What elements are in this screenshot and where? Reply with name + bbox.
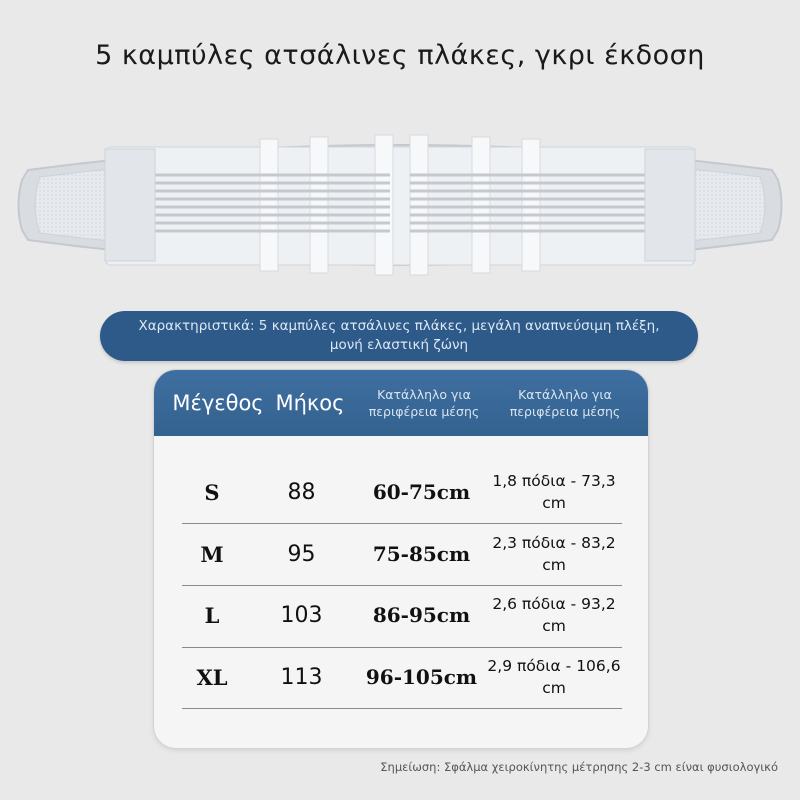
features-banner bbox=[100, 311, 698, 361]
size-cell: XL bbox=[196, 664, 228, 690]
row-divider bbox=[182, 708, 622, 709]
fit-cm-cell: 60-75cm bbox=[372, 480, 471, 504]
length-cell: 95 bbox=[287, 541, 316, 567]
table-row bbox=[154, 647, 648, 707]
size-cell: S bbox=[204, 479, 220, 505]
size-cell: M bbox=[200, 541, 224, 567]
fit-ft-cell: 2,3 πόδια - 83,2 cm bbox=[492, 534, 616, 574]
table-header bbox=[154, 370, 648, 436]
fit-ft-cell: 1,8 πόδια - 73,3 cm bbox=[492, 472, 616, 512]
fit-cm-cell: 86-95cm bbox=[372, 603, 471, 627]
size-cell: L bbox=[204, 602, 220, 628]
size-table bbox=[154, 370, 648, 748]
header-length: Μήκος bbox=[275, 391, 345, 415]
table-row bbox=[154, 585, 648, 645]
header-size: Μέγεθος bbox=[172, 391, 264, 415]
fit-cm-cell: 75-85cm bbox=[372, 542, 471, 566]
length-cell: 88 bbox=[287, 479, 316, 505]
belt-illustration bbox=[10, 125, 790, 285]
header-fit-cm: Κατάλληλο για περιφέρεια μέσης bbox=[368, 387, 480, 419]
measurement-note: Σημείωση: Σφάλμα χειροκίνητης μέτρησης 2-3 cm είναι φυσιολογικό bbox=[380, 760, 778, 774]
fit-ft-cell: 2,6 πόδια - 93,2 cm bbox=[492, 595, 616, 635]
table-row bbox=[154, 524, 648, 584]
length-cell: 103 bbox=[280, 602, 323, 628]
page-title: 5 καμπύλες ατσάλινες πλάκες, γκρι έκδοση bbox=[95, 40, 705, 71]
features-text: Χαρακτηριστικά: 5 καμπύλες ατσάλινες πλάκες, μεγάλη αναπνεύσιμη πλέξη, μονή ελαστική ζώνη bbox=[138, 318, 660, 353]
length-cell: 113 bbox=[280, 664, 323, 690]
fit-cm-cell: 96-105cm bbox=[365, 665, 478, 689]
table-row bbox=[154, 462, 648, 522]
header-fit-ft: Κατάλληλο για περιφέρεια μέσης bbox=[509, 387, 621, 419]
fit-ft-cell: 2,9 πόδια - 106,6 cm bbox=[487, 657, 621, 697]
belt-image bbox=[10, 125, 790, 285]
